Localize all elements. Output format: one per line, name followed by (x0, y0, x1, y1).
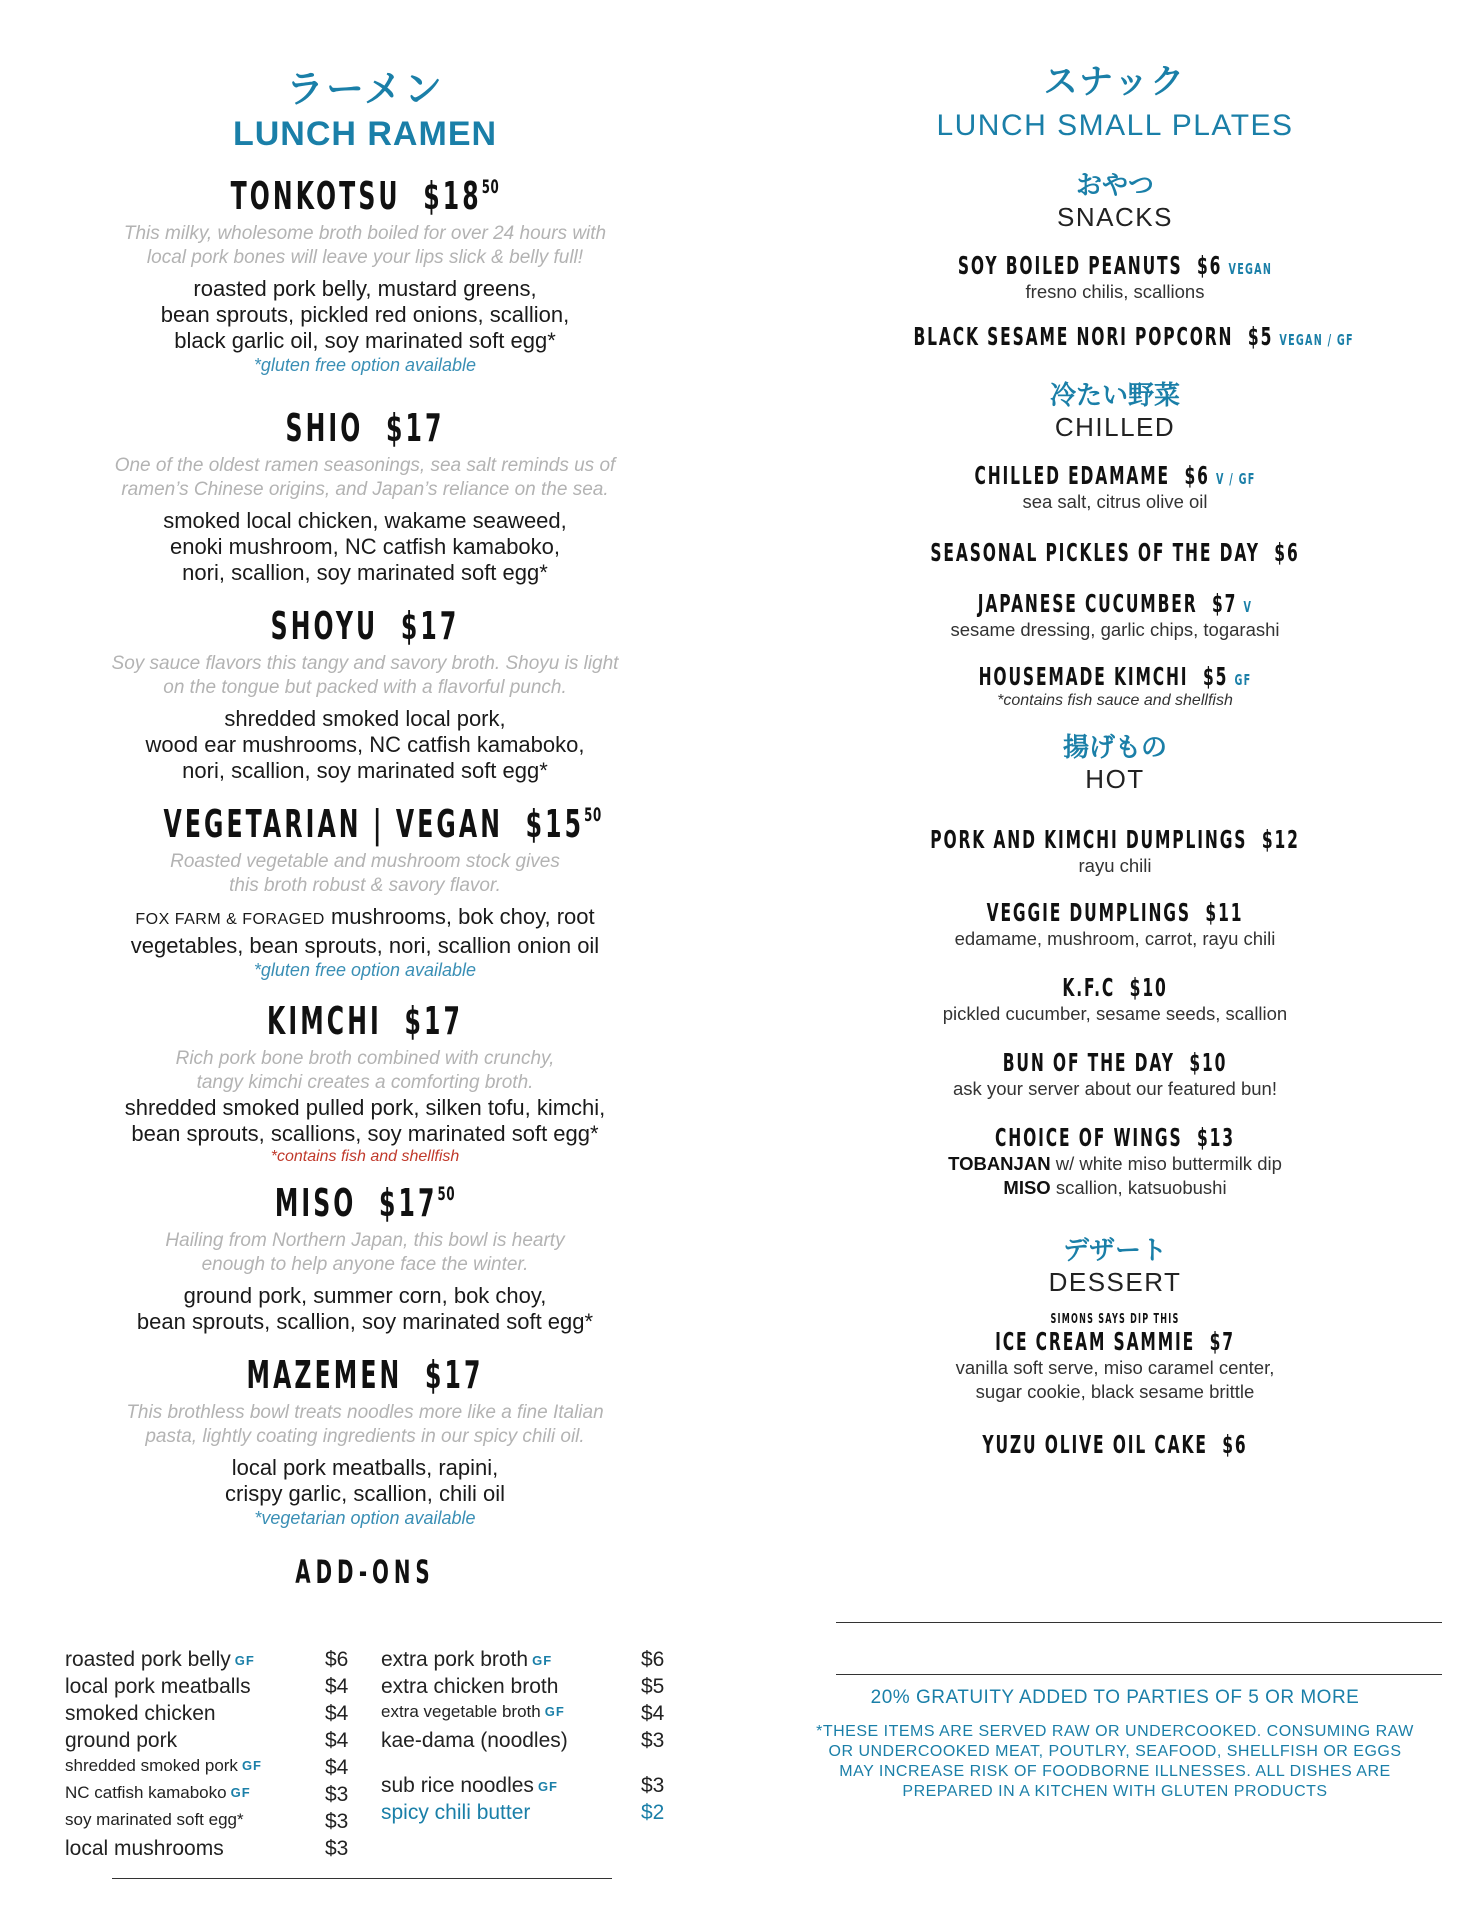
addon-row: local mushrooms $3 (65, 1837, 349, 1860)
gluten-free-badge: GF (544, 1704, 565, 1719)
item-ingredients: roasted pork belly, mustard greens, bean sprouts, pickled red onions, scallion, black garlic oil, soy marinated soft egg* (160, 276, 570, 353)
menu-item-choice-of-wings (790, 1123, 1440, 1200)
item-price: $17 (386, 406, 445, 450)
item-description: This brothless bowl treats noodles more like a fine Italian pasta, lightly coating ingredients in our spicy chili oil. (126, 1402, 604, 1447)
diet-tag: VEGAN (1228, 260, 1273, 278)
addons-right-column (381, 1648, 681, 1828)
menu-item-shio (40, 406, 690, 586)
dessert-kicker: SIMONS SAYS DIP THIS (1050, 1312, 1180, 1327)
item-name: TONKOTSU (230, 174, 401, 218)
item-name: PORK AND KIMCHI DUMPLINGS (930, 825, 1248, 854)
gluten-free-badge: GF (537, 1779, 558, 1794)
menu-item-seasonal-pickles (790, 538, 1440, 567)
item-ingredients: FOX FARM & FORAGED mushrooms, bok choy, root vegetables, bean sprouts, nori, scallion onion oil (130, 904, 600, 958)
snacks-heading: SNACKS (1057, 202, 1173, 232)
item-name: SHIO (285, 406, 364, 450)
item-note: *vegetarian option available (254, 1508, 476, 1528)
gluten-free-badge: GF (532, 1653, 553, 1668)
item-name: YUZU OLIVE OIL CAKE (982, 1430, 1208, 1459)
addon-row: extra pork broth GF $6 (381, 1648, 665, 1671)
addon-row: extra vegetable broth GF $4 (381, 1702, 665, 1725)
item-price: $13 (1197, 1123, 1235, 1152)
footer-notes (790, 1688, 1440, 1802)
item-name: KIMCHI (267, 999, 382, 1043)
item-name: SEASONAL PICKLES OF THE DAY (930, 538, 1260, 567)
item-price: $15 (525, 802, 585, 846)
diet-tag: VEGAN / GF (1279, 331, 1354, 349)
food-safety-disclaimer: *THESE ITEMS ARE SERVED RAW OR UNDERCOOKED. CONSUMING RAW OR UNDERCOOKED MEAT, POUTLRY, SEAFOOD, SHELLFISH OR EGGS MAY INCREASE RISK OF FOODBORNE ILLNESSES. ALL DISHES ARE PREPARED IN A KITCHEN WITH GLUTEN PRODUCTS (816, 1723, 1414, 1800)
item-price: $7 (1209, 1327, 1235, 1356)
ramen-title: LUNCH RAMEN (232, 115, 498, 153)
menu-item-soy-boiled-peanuts (790, 251, 1440, 304)
addon-row: shredded smoked pork GF $4 (65, 1756, 349, 1779)
addon-row: ground pork $4 (65, 1729, 349, 1752)
item-name: BUN OF THE DAY (1002, 1048, 1175, 1077)
item-ingredients: local pork meatballs, rapini, crispy garlic, scallion, chili oil (225, 1455, 505, 1506)
gratuity-note: 20% GRATUITY ADDED TO PARTIES OF 5 OR MORE (870, 1687, 1360, 1708)
small-plates-title: LUNCH SMALL PLATES (936, 109, 1294, 142)
small-plates-jp-title: スナック (1043, 62, 1187, 102)
item-description: Soy sauce flavors this tangy and savory broth. Shoyu is light on the tongue but packed with a flavorful punch. (111, 653, 619, 698)
item-price: $6 (1197, 251, 1223, 280)
item-name: SHOYU (270, 604, 379, 648)
item-ingredients: fresno chilis, scallions (1025, 281, 1205, 302)
item-ingredients: pickled cucumber, sesame seeds, scallion (942, 1003, 1288, 1024)
item-description: Roasted vegetable and mushroom stock gives this broth robust & savory flavor. (170, 851, 560, 896)
item-name: VEGETARIAN | VEGAN (163, 802, 504, 846)
item-price: $11 (1205, 898, 1244, 927)
item-name: VEGGIE DUMPLINGS (986, 898, 1191, 927)
menu-item-pork-kimchi-dumplings (790, 825, 1440, 878)
item-price: $17 (404, 999, 463, 1043)
gluten-free-badge: GF (230, 1785, 251, 1800)
item-name: BLACK SESAME NORI POPCORN (913, 322, 1234, 351)
menu-item-tonkotsu (40, 174, 690, 376)
item-name: ICE CREAM SAMMIE (995, 1327, 1196, 1356)
addon-row: NC catfish kamaboko GF $3 (65, 1783, 349, 1806)
item-description: This milky, wholesome broth boiled for over 24 hours with local pork bones will leave your lips slick & belly full! (123, 223, 607, 268)
chilled-heading: CHILLED (1054, 412, 1176, 442)
addons-title: ADD-ONS (295, 1553, 435, 1591)
menu-item-black-sesame-nori-popcorn (790, 322, 1440, 351)
addon-row: spicy chili butter $2 (381, 1801, 665, 1824)
item-name: MISO (274, 1181, 357, 1225)
item-price: $6 (1274, 538, 1300, 567)
wing-option: TOBANJAN w/ white miso buttermilk dip (948, 1153, 1282, 1174)
addon-row: local pork meatballs $4 (65, 1675, 349, 1698)
item-name: CHILLED EDAMAME (974, 461, 1170, 490)
allergen-note: *contains fish and shellfish (270, 1148, 460, 1165)
menu-item-vegetarian-vegan (40, 802, 690, 981)
item-description: Hailing from Northern Japan, this bowl is hearty enough to help anyone face the winter. (165, 1230, 565, 1275)
item-ingredients: ask your server about our featured bun! (953, 1078, 1277, 1099)
menu-item-mazemen (40, 1353, 690, 1529)
item-ingredients: vanilla soft serve, miso caramel center, sugar cookie, black sesame brittle (955, 1357, 1275, 1402)
diet-tag: V / GF (1215, 470, 1256, 488)
gluten-free-badge: GF (234, 1653, 255, 1668)
signature-line (836, 1674, 1442, 1675)
item-price: $17 (400, 604, 460, 648)
allergen-note: *contains fish sauce and shellfish (997, 692, 1233, 709)
menu-item-japanese-cucumber (790, 589, 1440, 642)
gluten-free-badge: GF (241, 1758, 262, 1773)
item-price: $18 (423, 174, 482, 218)
item-ingredients: shredded smoked local pork, wood ear mushrooms, NC catfish kamaboko, nori, scallion, soy marinated soft egg* (145, 706, 585, 783)
item-ingredients: ground pork, summer corn, bok choy, bean sprouts, scallion, soy marinated soft egg* (136, 1283, 594, 1334)
signature-line (836, 1622, 1442, 1623)
menu-item-ice-cream-sammie (790, 1327, 1440, 1404)
addons-left-column (65, 1648, 365, 1864)
item-price: $6 (1184, 461, 1210, 490)
bottom-divider (112, 1878, 612, 1879)
dessert-heading: DESSERT (1048, 1267, 1182, 1297)
lunch-ramen-column (40, 0, 690, 1591)
diet-tag: V (1243, 598, 1253, 616)
item-cents: 50 (584, 803, 602, 826)
menu-item-veggie-dumplings (790, 898, 1440, 951)
hot-jp-heading: 揚げもの (1062, 733, 1167, 763)
addon-row: roasted pork belly GF $6 (65, 1648, 349, 1671)
small-plates-column (790, 0, 1440, 1459)
ramen-jp-title: ラーメン (285, 67, 445, 111)
item-price: $17 (424, 1353, 484, 1397)
item-ingredients: edamame, mushroom, carrot, rayu chili (954, 928, 1276, 949)
item-name: K.F.C (1062, 973, 1116, 1002)
item-name: SOY BOILED PEANUTS (957, 251, 1183, 280)
addon-row: smoked chicken $4 (65, 1702, 349, 1725)
item-price: $10 (1189, 1048, 1228, 1077)
item-ingredients: rayu chili (1078, 855, 1152, 876)
item-ingredients: shredded smoked pulled pork, silken tofu, kimchi, bean sprouts, scallions, soy marinated soft egg* (124, 1095, 606, 1146)
item-name: JAPANESE CUCUMBER (977, 589, 1198, 618)
menu-item-bun-of-the-day (790, 1048, 1440, 1101)
addon-row: soy marinated soft egg* $3 (65, 1810, 349, 1833)
item-price: $12 (1261, 825, 1300, 854)
menu-item-housemade-kimchi (790, 662, 1440, 711)
item-price: $6 (1222, 1430, 1248, 1459)
hot-heading: HOT (1085, 764, 1145, 794)
item-name: HOUSEMADE KIMCHI (978, 662, 1189, 691)
menu-item-yuzu-olive-oil-cake (790, 1430, 1440, 1459)
item-description: One of the oldest ramen seasonings, sea salt reminds us of ramen’s Chinese origins, and Japan’s reliance on the sea. (114, 455, 616, 500)
menu-item-kfc (790, 973, 1440, 1026)
item-ingredients: sea salt, citrus olive oil (1022, 491, 1208, 512)
item-description: Rich pork bone broth combined with crunchy, tangy kimchi creates a comforting broth. (175, 1048, 555, 1093)
item-price: $5 (1202, 662, 1229, 691)
item-price: $5 (1247, 322, 1274, 351)
item-note: *gluten free option available (253, 960, 477, 980)
chilled-jp-heading: 冷たい野菜 (1049, 381, 1180, 411)
item-price: $10 (1129, 973, 1168, 1002)
menu-item-shoyu (40, 604, 690, 784)
item-price: $17 (379, 1181, 438, 1225)
diet-tag: GF (1234, 671, 1252, 689)
addon-row: sub rice noodles GF $3 (381, 1774, 665, 1797)
snacks-jp-heading: おやつ (1075, 171, 1154, 201)
menu-item-miso (40, 1181, 690, 1335)
menu-item-kimchi (40, 999, 690, 1167)
item-ingredients: smoked local chicken, wakame seaweed, enoki mushroom, NC catfish kamaboko, nori, scallion, soy marinated soft egg* (163, 508, 567, 585)
addon-row: kae-dama (noodles) $3 (381, 1729, 665, 1752)
item-cents: 50 (437, 1182, 456, 1205)
item-name: MAZEMEN (246, 1353, 403, 1397)
ingredient-source: FOX FARM & FORAGED (135, 911, 325, 928)
item-cents: 50 (481, 175, 500, 198)
wing-option: MISO scallion, katsuobushi (1003, 1177, 1227, 1198)
dessert-jp-heading: デザート (1062, 1236, 1167, 1266)
item-ingredients: sesame dressing, garlic chips, togarashi (950, 619, 1280, 640)
item-price: $7 (1212, 589, 1238, 618)
addon-row: extra chicken broth $5 (381, 1675, 665, 1698)
menu-item-chilled-edamame (790, 461, 1440, 514)
item-note: *gluten free option available (253, 355, 477, 375)
item-name: CHOICE OF WINGS (995, 1123, 1183, 1152)
